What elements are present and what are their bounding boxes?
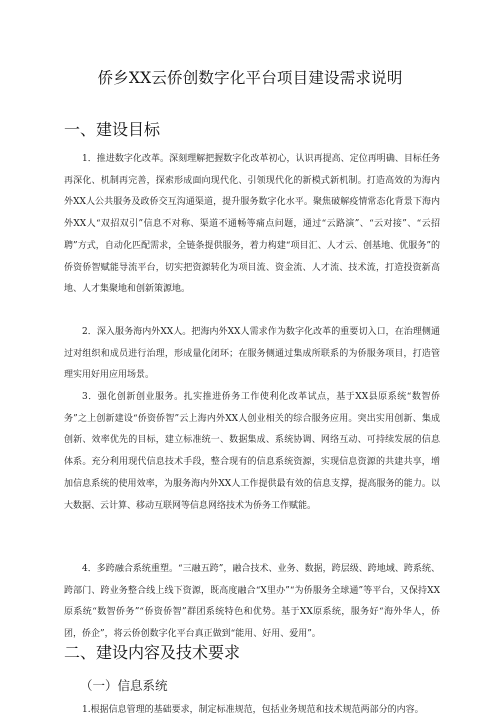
paragraph-goal-3: 3．强化创新创业服务。扎实推进侨务工作使利化改革试点，基于XX县原系统“数智侨务”之上创新建设“侨资侨智”云上海内外XX人创业相关的综合服务应用。突出实用创新、集成创新、效率优先的目标，建立标准统一、数据集成、系统协调、网络互动、可持续发展的信息体系。充分利用现代信息技术手段，整合现有的信息系统资源，实现信息资源的共建共享，增加信息系统的使用效率，为服务海内外XX人工作提供最有效的信息支撑，提高服务的能力。以大数据、云计算、移动互联网等信息网络技术为侨务工作赋能。 <box>64 392 440 511</box>
paragraph-goal-4: 4．多跨融合系统重塑。“三融五跨”，融合技术、业务、数据，跨层级、跨地域、跨系统、跨部门、跨业务整合线上线下资源，既高度融合“X里办”“为侨服务全球通”等平台，又保持XX原系统“数智侨务”“侨资侨智”群团系统特色和优势。基于XX原系统，服务好“海外华人，侨团，侨企”，将云侨创数字化平台真正做到“能用、好用、爱用”。 <box>64 564 440 640</box>
paragraph-goal-2: 2．深入服务海内外XX人。把海内外XX人需求作为数字化改革的重要切入口，在治理侧通过对组织和成员进行治理，形成量化闭环；在服务侧通过集成所联系的为侨服务项目，打造管理实用好用应用场景。 <box>64 327 440 381</box>
document-title: 侨乡XX云侨创数字化平台项目建设需求说明 <box>97 69 403 87</box>
paragraph-info-system-1: 1.根据信息管理的基础要求，制定标准规范，包括业务规范和技术规范两部分的内容。 <box>82 705 424 715</box>
section-heading-content: 二、建设内容及技术要求 <box>64 643 241 662</box>
subsection-heading-info-system: （一）信息系统 <box>80 678 168 693</box>
paragraph-goal-1: 1．推进数字化改革。深刻理解把握数字化改革初心，认识再提高、定位再明确、目标任务再深化、机制再完善，探索形成面向现代化、引领现代化的新模式新机制。打造高效的为海内外XX人公共服务及政侨交互沟通渠道，提升服务数字化水平。聚焦破解疫情常态化背景下海内外XX人“双招双引”信息不对称、渠道不通畅等痛点问题，通过“云路演”、“云对接”、“云招聘”方式，自动化匹配需求，全链条提供服务，着力构建“项目汇、人才云、创基地、优服务”的侨资侨智赋能导流平台，切实把资源转化为项目流、资金流、人才流、技术流，打造投资新高地、人才集聚地和创新策源地。 <box>64 154 440 295</box>
section-heading-goals: 一、建设目标 <box>64 120 161 139</box>
